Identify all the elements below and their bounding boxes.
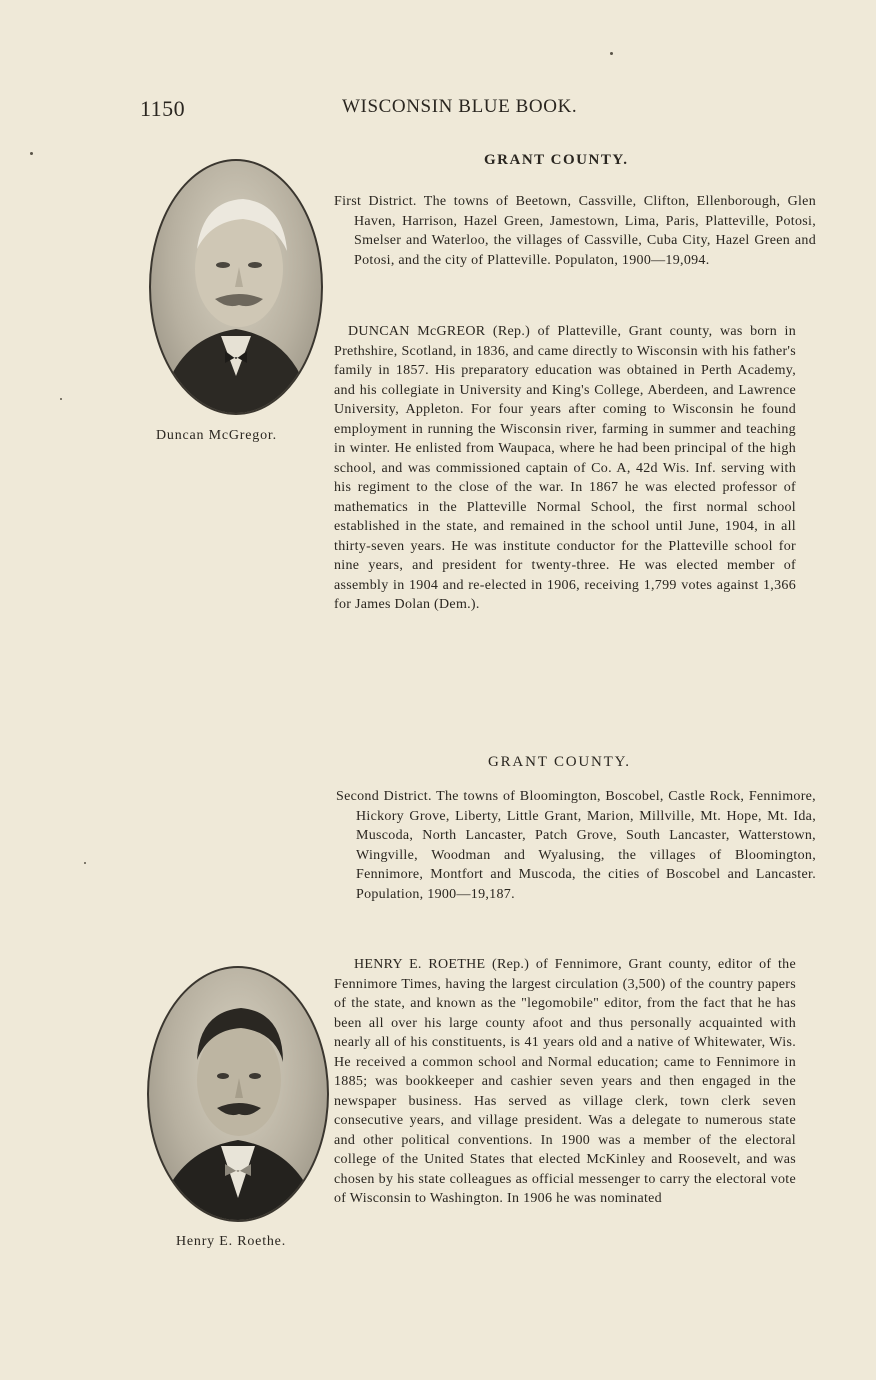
county-heading-first-district: GRANT COUNTY. (484, 152, 629, 168)
henry-roethe-caption: Henry E. Roethe. (176, 1234, 286, 1249)
duncan-mcgregor-portrait (149, 159, 323, 415)
henry-roethe-portrait (147, 966, 329, 1222)
first-district-description: First District. The towns of Beetown, Cassville, Clifton, Ellenborough, Glen Haven, Harrison, Hazel Green, Jamestown, Lima, Paris, Platteville, Potosi, Smelser and Waterloo, the villages of Cassville, Cuba City, Hazel Green and Potosi, and the city of Platteville. Populaton, 1900—19,094. (334, 194, 816, 268)
paper-speck (60, 398, 62, 400)
paper-speck (610, 52, 613, 55)
paper-speck (84, 862, 86, 864)
henry-roethe-biography: HENRY E. ROETHE (Rep.) of Fennimore, Grant county, editor of the Fennimore Times, having the largest circulation (3,500) of the country papers of the state, and known as the "legomobile" editor, from the fact that he has been all over his large county afoot and thus personally acquainted with nearly all of his constituents, is 41 years old and a native of Whitewater, Wis. He received a common school and Normal education; came to Fennimore in 1885; was bookkeeper and cashier seven years and then engaged in the newspaper business. Has served as village clerk, town clerk seven consecutive years, and village president. Was a delegate to numerous state and other political conventions. In 1900 was a member of the electoral college of the United States that elected McKinley and Roosevelt, and was chosen by his state colleagues as official messenger to carry the electoral vote of Wisconsin to Washington. In 1906 he was nominated (334, 957, 796, 1206)
duncan-mcgregor-biography: DUNCAN McGREOR (Rep.) of Platteville, Grant county, was born in Prethshire, Scotland, in 1836, and came directly to Wisconsin with his father's family in 1857. His preparatory education was obtained in Perth Academy, and his collegiate in University and King's College, Aberdeen, and Lawrence University, Appleton. For four years after coming to Wisconsin he found employment in running the Wisconsin river, farming in summer and teaching in winter. He enlisted from Waupaca, where he had been principal of the high school, and was commissioned captain of Co. A, 42d Wis. Inf. serving with his regiment to the close of the war. In 1867 he was elected professor of mathematics in the Platteville Normal School, the first normal school established in the state, and remained in the school until June, 1904, in all thirty-seven years. He was institute conductor for the Platteville school for nine years, and president for twenty-three. He was elected member of assembly in 1904 and re-elected in 1906, receiving 1,799 votes against 1,366 for James Dolan (Dem.). (334, 324, 796, 612)
duncan-mcgregor-caption: Duncan McGregor. (156, 428, 277, 443)
running-title: WISCONSIN BLUE BOOK. (342, 96, 578, 117)
page-number: 1150 (140, 96, 186, 121)
county-heading-second-district: GRANT COUNTY. (488, 754, 631, 770)
second-district-description: Second District. The towns of Bloomington, Boscobel, Castle Rock, Fennimore, Hickory Grove, Liberty, Little Grant, Marion, Millville, Mt. Hope, Mt. Ida, Muscoda, North Lancaster, Patch Grove, South Lancaster, Watterstown, Wingville, Woodman and Wyalusing, the villages of Bloomington, Fennimore, Montfort and Muscoda, the cities of Boscobel and Lancaster. Population, 1900—19,187. (336, 789, 816, 902)
paper-speck (30, 152, 33, 155)
